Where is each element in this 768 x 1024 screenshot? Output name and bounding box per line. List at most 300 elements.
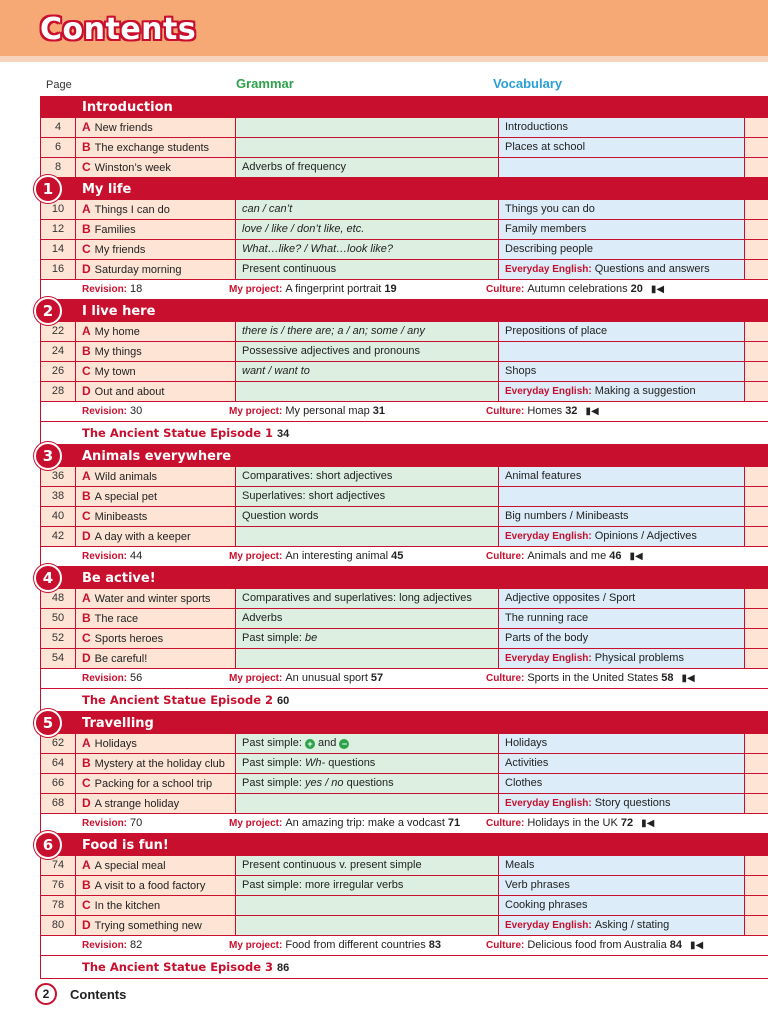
video-camera-icon: ▮◀ [585, 406, 599, 417]
lesson-letter: D [82, 651, 91, 665]
lesson-title [76, 467, 236, 486]
lesson-title-text: My home [94, 326, 140, 338]
lesson-vocabulary: Describing people [499, 240, 745, 259]
lesson-vocabulary: Cooking phrases [499, 896, 745, 915]
lesson-row[interactable] [41, 487, 768, 507]
lesson-title-text: Be careful! [94, 653, 148, 665]
project-page: 57 [370, 672, 384, 684]
column-header-vocabulary: Vocabulary [493, 76, 563, 91]
lesson-page: 12 [41, 220, 76, 239]
story-row[interactable] [41, 689, 768, 712]
project-page: 83 [428, 939, 442, 951]
lesson-row[interactable] [41, 342, 768, 362]
lesson-grammar: can / can’t [236, 200, 499, 219]
revision-cell[interactable] [41, 814, 229, 833]
lesson-title-text: New friends [94, 122, 153, 134]
grammar-and: and [318, 737, 337, 749]
lesson-vocabulary: The running race [499, 609, 745, 628]
lesson-grammar [236, 896, 499, 915]
lesson-letter: A [82, 324, 91, 338]
grammar-tail: questions [328, 757, 376, 769]
lesson-vocabulary: Introductions [499, 118, 745, 137]
lesson-title-text: My friends [94, 244, 146, 256]
everyday-english-label: Everyday English: [505, 798, 592, 809]
lesson-title-text: A day with a keeper [94, 531, 191, 543]
unit-number-badge: 1 [34, 175, 62, 203]
lesson-grammar [236, 629, 499, 648]
lesson-extra-cell [745, 260, 768, 279]
revision-label: Revision: [82, 551, 128, 562]
lesson-grammar [236, 774, 499, 793]
lesson-title [76, 794, 236, 813]
unit-title: I live here [82, 303, 156, 319]
header-stripe [0, 56, 768, 62]
unit-title: Animals everywhere [82, 448, 232, 464]
minus-circle-icon: − [339, 739, 349, 749]
lesson-extra-cell [745, 649, 768, 668]
lesson-letter: A [82, 736, 91, 750]
lesson-letter: C [82, 776, 91, 790]
lesson-row[interactable] [41, 322, 768, 342]
video-camera-icon: ▮◀ [690, 940, 704, 951]
project-cell[interactable] [229, 669, 486, 688]
lesson-title [76, 260, 236, 279]
lesson-title-text: Minibeasts [94, 511, 148, 523]
lesson-row[interactable] [41, 158, 768, 178]
lesson-extra-cell [745, 916, 768, 935]
project-cell[interactable] [229, 814, 486, 833]
lesson-extra-cell [745, 342, 768, 361]
unit-title: Travelling [82, 715, 154, 731]
everyday-english-label: Everyday English: [505, 653, 592, 664]
unit-title: Be active! [82, 570, 156, 586]
revision-page: 44 [130, 550, 143, 562]
lesson-row[interactable] [41, 527, 768, 547]
lesson-page: 52 [41, 629, 76, 648]
lesson-page: 64 [41, 754, 76, 773]
lesson-letter: C [82, 631, 91, 645]
culture-title: Holidays in the UK [527, 817, 618, 829]
lesson-page: 54 [41, 649, 76, 668]
everyday-english-text: Physical problems [594, 652, 684, 664]
revision-row [41, 547, 768, 567]
lesson-title [76, 916, 236, 935]
lesson-letter: A [82, 591, 91, 605]
lesson-vocabulary: Activities [499, 754, 745, 773]
culture-title: Autumn celebrations [527, 283, 628, 295]
lesson-extra-cell [745, 774, 768, 793]
lesson-letter: B [82, 140, 91, 154]
culture-cell[interactable] [486, 402, 768, 421]
lesson-title-text: Holidays [94, 738, 137, 750]
lesson-grammar: Past simple: more irregular verbs [236, 876, 499, 895]
lesson-title [76, 138, 236, 157]
culture-cell[interactable] [486, 280, 768, 299]
lesson-extra-cell [745, 382, 768, 401]
project-label: My project: [229, 406, 283, 417]
lesson-grammar: Adverbs [236, 609, 499, 628]
lesson-letter: D [82, 529, 91, 543]
lesson-extra-cell [745, 200, 768, 219]
revision-cell[interactable] [41, 547, 229, 566]
lesson-title [76, 649, 236, 668]
lesson-title-text: The exchange students [94, 142, 210, 154]
lesson-title [76, 734, 236, 753]
revision-label: Revision: [82, 673, 128, 684]
lesson-title [76, 362, 236, 381]
everyday-english-label: Everyday English: [505, 531, 592, 542]
lesson-vocabulary [499, 382, 745, 401]
page-title: Contents [40, 12, 197, 47]
lesson-grammar: Present continuous [236, 260, 499, 279]
lesson-title [76, 896, 236, 915]
lesson-letter: B [82, 756, 91, 770]
revision-cell[interactable] [41, 402, 229, 421]
lesson-extra-cell [745, 487, 768, 506]
lesson-letter: C [82, 364, 91, 378]
lesson-grammar: Possessive adjectives and pronouns [236, 342, 499, 361]
lesson-vocabulary: Verb phrases [499, 876, 745, 895]
culture-title: Sports in the United States [527, 672, 659, 684]
video-camera-icon: ▮◀ [650, 284, 665, 295]
lesson-letter: B [82, 222, 91, 236]
lesson-title-text: My town [94, 366, 136, 378]
lesson-row[interactable] [41, 754, 768, 774]
project-page: 45 [391, 550, 404, 562]
unit-header-5 [41, 712, 768, 734]
project-cell[interactable] [229, 280, 486, 299]
lesson-page: 48 [41, 589, 76, 608]
culture-title: Homes [527, 405, 563, 417]
culture-page: 72 [620, 817, 634, 829]
lesson-page: 74 [41, 856, 76, 875]
lesson-extra-cell [745, 118, 768, 137]
everyday-english-text: Story questions [594, 797, 671, 809]
lesson-letter: C [82, 509, 91, 523]
everyday-english-text: Opinions / Adjectives [594, 530, 697, 542]
column-header-grammar: Grammar [236, 76, 294, 91]
page-number-badge: 2 [35, 983, 57, 1005]
lesson-title [76, 382, 236, 401]
lesson-title [76, 609, 236, 628]
lesson-row[interactable] [41, 589, 768, 609]
lesson-grammar: love / like / don’t like, etc. [236, 220, 499, 239]
project-cell[interactable] [229, 402, 486, 421]
revision-page: 70 [130, 817, 143, 829]
lesson-row[interactable] [41, 896, 768, 916]
lesson-title-text: A strange holiday [94, 798, 180, 810]
lesson-vocabulary: Shops [499, 362, 745, 381]
lesson-extra-cell [745, 362, 768, 381]
lesson-letter: D [82, 262, 91, 276]
lesson-title [76, 629, 236, 648]
project-page: 71 [447, 817, 461, 829]
lesson-page: 22 [41, 322, 76, 341]
story-row[interactable] [41, 422, 768, 445]
lesson-vocabulary: Family members [499, 220, 745, 239]
revision-page: 82 [130, 939, 143, 951]
culture-cell[interactable] [486, 814, 768, 833]
revision-label: Revision: [82, 406, 128, 417]
grammar-italic: be [304, 632, 318, 644]
lesson-grammar: Question words [236, 507, 499, 526]
lesson-title-text: A special pet [94, 491, 158, 503]
lesson-title-text: Out and about [94, 386, 165, 398]
culture-page: 20 [630, 283, 643, 295]
lesson-row[interactable] [41, 856, 768, 876]
revision-row [41, 280, 768, 300]
lesson-page: 80 [41, 916, 76, 935]
contents-table [40, 96, 768, 979]
lesson-page: 24 [41, 342, 76, 361]
lesson-row[interactable] [41, 200, 768, 220]
lesson-row[interactable] [41, 220, 768, 240]
revision-row [41, 814, 768, 834]
lesson-vocabulary [499, 527, 745, 546]
lesson-title-text: In the kitchen [94, 900, 161, 912]
unit-title: Food is fun! [82, 837, 169, 853]
revision-cell[interactable] [41, 936, 229, 955]
lesson-vocabulary: Places at school [499, 138, 745, 157]
lesson-extra-cell [745, 527, 768, 546]
lesson-vocabulary: Holidays [499, 734, 745, 753]
project-cell[interactable] [229, 936, 486, 955]
lesson-grammar [236, 649, 499, 668]
lesson-row[interactable] [41, 507, 768, 527]
lesson-grammar: Present continuous v. present simple [236, 856, 499, 875]
everyday-english-label: Everyday English: [505, 264, 592, 275]
lesson-title [76, 342, 236, 361]
lesson-row[interactable] [41, 876, 768, 896]
lesson-row[interactable] [41, 649, 768, 669]
lesson-extra-cell [745, 467, 768, 486]
lesson-title [76, 856, 236, 875]
lesson-title-text: Trying something new [94, 920, 202, 932]
lesson-title [76, 876, 236, 895]
project-title: A fingerprint portrait [285, 283, 382, 295]
unit-header-6 [41, 834, 768, 856]
lesson-row[interactable] [41, 794, 768, 814]
project-label: My project: [229, 940, 283, 951]
lesson-page: 36 [41, 467, 76, 486]
lesson-letter: A [82, 202, 91, 216]
lesson-title-text: A special meal [94, 860, 166, 872]
everyday-english-label: Everyday English: [505, 386, 592, 397]
project-cell[interactable] [229, 547, 486, 566]
project-title: An amazing trip: make a vodcast [285, 817, 445, 829]
lesson-letter: D [82, 918, 91, 932]
lesson-page: 68 [41, 794, 76, 813]
revision-label: Revision: [82, 818, 128, 829]
lesson-vocabulary: Prepositions of place [499, 322, 745, 341]
revision-cell[interactable] [41, 669, 229, 688]
lesson-row[interactable] [41, 382, 768, 402]
grammar-text: Past simple: [242, 777, 302, 789]
lesson-page: 78 [41, 896, 76, 915]
lesson-extra-cell [745, 589, 768, 608]
lesson-letter: A [82, 120, 91, 134]
lesson-page: 50 [41, 609, 76, 628]
lesson-letter: C [82, 898, 91, 912]
lesson-letter: C [82, 160, 91, 174]
project-title: Food from different countries [285, 939, 426, 951]
lesson-grammar [236, 118, 499, 137]
culture-label: Culture: [486, 818, 525, 829]
lesson-vocabulary [499, 158, 745, 177]
lesson-grammar: there is / there are; a / an; some / any [236, 322, 499, 341]
lesson-page: 14 [41, 240, 76, 259]
unit-number-badge: 3 [34, 442, 62, 470]
lesson-row[interactable] [41, 609, 768, 629]
everyday-english-text: Making a suggestion [594, 385, 696, 397]
culture-label: Culture: [486, 673, 525, 684]
lesson-letter: D [82, 796, 91, 810]
culture-label: Culture: [486, 284, 525, 295]
culture-page: 32 [565, 405, 578, 417]
lesson-page: 10 [41, 200, 76, 219]
unit-number-badge: 6 [34, 831, 62, 859]
story-page: 34 [277, 428, 290, 440]
lesson-title-text: The race [94, 613, 139, 625]
lesson-vocabulary [499, 487, 745, 506]
lesson-page: 38 [41, 487, 76, 506]
revision-label: Revision: [82, 284, 128, 295]
lesson-letter: B [82, 489, 91, 503]
revision-cell[interactable] [41, 280, 229, 299]
lesson-extra-cell [745, 507, 768, 526]
revision-page: 18 [130, 283, 143, 295]
grammar-text: Past simple: [242, 632, 302, 644]
unit-number-badge: 5 [34, 709, 62, 737]
culture-page: 84 [669, 939, 682, 951]
lesson-grammar [236, 794, 499, 813]
culture-label: Culture: [486, 551, 525, 562]
project-label: My project: [229, 284, 283, 295]
lesson-row[interactable] [41, 629, 768, 649]
lesson-letter: A [82, 469, 91, 483]
lesson-row[interactable] [41, 260, 768, 280]
project-title: My personal map [285, 405, 370, 417]
everyday-english-label: Everyday English: [505, 920, 592, 931]
culture-cell[interactable] [486, 547, 768, 566]
lesson-title [76, 527, 236, 546]
lesson-letter: B [82, 878, 91, 892]
unit-header-4 [41, 567, 768, 589]
culture-page: 58 [661, 672, 674, 684]
story-title: The Ancient Statue Episode 1 [82, 426, 274, 440]
lesson-vocabulary [499, 916, 745, 935]
lesson-title [76, 118, 236, 137]
story-title: The Ancient Statue Episode 3 [82, 960, 274, 974]
lesson-title-text: My things [94, 346, 142, 358]
lesson-page: 40 [41, 507, 76, 526]
lesson-row[interactable] [41, 916, 768, 936]
lesson-letter: A [82, 858, 91, 872]
lesson-letter: B [82, 344, 91, 358]
lesson-extra-cell [745, 856, 768, 875]
lesson-extra-cell [745, 629, 768, 648]
revision-page: 30 [130, 405, 143, 417]
lesson-extra-cell [745, 754, 768, 773]
lesson-grammar [236, 138, 499, 157]
lesson-row[interactable] [41, 734, 768, 754]
lesson-vocabulary [499, 342, 745, 361]
grammar-text: Past simple: [242, 757, 302, 769]
grammar-italic: Wh- [304, 757, 326, 769]
unit-title: Introduction [82, 99, 173, 115]
project-page: 31 [372, 405, 385, 417]
lesson-row[interactable] [41, 240, 768, 260]
lesson-grammar [236, 754, 499, 773]
lesson-row[interactable] [41, 362, 768, 382]
lesson-page: 28 [41, 382, 76, 401]
lesson-title [76, 589, 236, 608]
lesson-vocabulary [499, 260, 745, 279]
culture-cell[interactable] [486, 936, 768, 955]
lesson-row[interactable] [41, 138, 768, 158]
culture-label: Culture: [486, 940, 525, 951]
unit-number-badge: 2 [34, 297, 62, 325]
project-label: My project: [229, 551, 283, 562]
lesson-extra-cell [745, 322, 768, 341]
lesson-page: 6 [41, 138, 76, 157]
grammar-text: Past simple: [242, 737, 302, 749]
lesson-extra-cell [745, 734, 768, 753]
lesson-page: 4 [41, 118, 76, 137]
lesson-grammar [236, 527, 499, 546]
project-page: 19 [384, 283, 397, 295]
lesson-title [76, 158, 236, 177]
project-label: My project: [229, 818, 283, 829]
footer-label: Contents [70, 987, 127, 1002]
lesson-vocabulary [499, 649, 745, 668]
lesson-page: 26 [41, 362, 76, 381]
lesson-page: 76 [41, 876, 76, 895]
project-title: An unusual sport [285, 672, 368, 684]
lesson-page: 62 [41, 734, 76, 753]
revision-row [41, 669, 768, 689]
story-row[interactable] [41, 956, 768, 979]
lesson-extra-cell [745, 876, 768, 895]
lesson-title [76, 240, 236, 259]
lesson-vocabulary: Clothes [499, 774, 745, 793]
lesson-grammar [236, 734, 499, 753]
lesson-grammar: Adverbs of frequency [236, 158, 499, 177]
lesson-vocabulary: Big numbers / Minibeasts [499, 507, 745, 526]
lesson-page: 42 [41, 527, 76, 546]
lesson-title-text: Sports heroes [94, 633, 164, 645]
everyday-english-text: Asking / stating [594, 919, 670, 931]
lesson-grammar: want / want to [236, 362, 499, 381]
revision-row [41, 936, 768, 956]
lesson-title [76, 322, 236, 341]
lesson-row[interactable] [41, 467, 768, 487]
story-title: The Ancient Statue Episode 2 [82, 693, 274, 707]
everyday-english-text: Questions and answers [594, 263, 710, 275]
lesson-title-text: Families [94, 224, 136, 236]
video-camera-icon: ▮◀ [641, 818, 655, 829]
lesson-row[interactable] [41, 118, 768, 138]
revision-label: Revision: [82, 940, 128, 951]
lesson-vocabulary: Things you can do [499, 200, 745, 219]
lesson-row[interactable] [41, 774, 768, 794]
lesson-grammar: Comparatives and superlatives: long adjectives [236, 589, 499, 608]
lesson-title-text: Saturday morning [94, 264, 182, 276]
lesson-grammar [236, 916, 499, 935]
lesson-grammar: Comparatives: short adjectives [236, 467, 499, 486]
lesson-vocabulary: Animal features [499, 467, 745, 486]
culture-cell[interactable] [486, 669, 768, 688]
